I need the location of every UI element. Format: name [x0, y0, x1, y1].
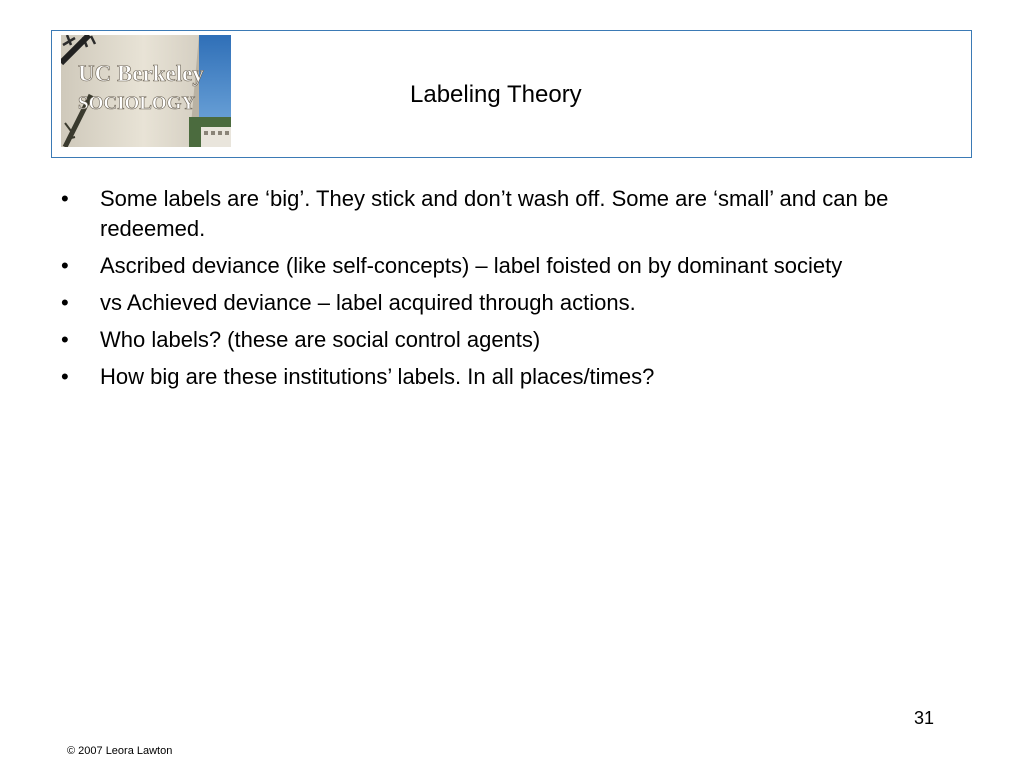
uc-berkeley-sociology-logo: [61, 35, 231, 147]
bullet-item: [61, 362, 961, 392]
logo-line1: UC Berkeley: [78, 61, 204, 86]
bullet-text: Some labels are ‘big’. They stick and don’t wash off. Some are ‘small’ and can be redeemed.: [100, 186, 889, 241]
bullet-marker: •: [61, 186, 69, 211]
slide-header: [51, 30, 972, 158]
bullet-item: [61, 184, 961, 244]
bullet-item: [61, 288, 961, 318]
bullet-text: Who labels? (these are social control agents): [100, 327, 541, 352]
bullet-marker: •: [61, 253, 69, 278]
bullet-text: vs Achieved deviance – label acquired through actions.: [100, 290, 636, 315]
page-number: 31: [913, 708, 934, 728]
bullet-marker: •: [61, 290, 69, 315]
bullet-list: [61, 184, 961, 399]
logo-line2: SOCIOLOGY: [78, 93, 196, 114]
bullet-marker: •: [61, 327, 69, 352]
bullet-text: Ascribed deviance (like self-concepts) – label foisted on by dominant society: [100, 253, 843, 278]
bullet-item: [61, 325, 961, 355]
copyright-notice: © 2007 Leora Lawton: [67, 745, 173, 757]
bullet-item: [61, 251, 961, 281]
slide-title: Labeling Theory: [410, 81, 582, 108]
bullet-text: How big are these institutions’ labels. In all places/times?: [100, 364, 655, 389]
bullet-marker: •: [61, 364, 69, 389]
